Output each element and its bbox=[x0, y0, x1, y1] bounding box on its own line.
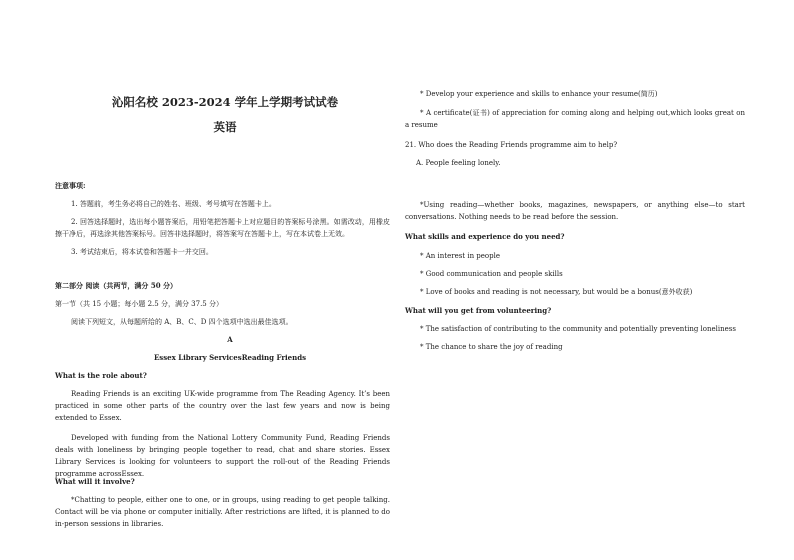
get-item-1: * The satisfaction of contributing to the community and potentially preventing loneliness bbox=[420, 325, 736, 333]
part2-heading: 第二部分 阅读（共两节，满分 50 分） bbox=[55, 281, 178, 290]
exam-subject: 英语 bbox=[213, 120, 237, 134]
get-heading: What will you get from volunteering? bbox=[405, 306, 552, 315]
get-item-2: * The chance to share the joy of reading bbox=[420, 343, 563, 351]
passage-letter: A bbox=[227, 335, 233, 344]
instruction-text: 阅读下列短文，从每题所给的 A、B、C、D 四个选项中选出最佳选项。 bbox=[71, 318, 293, 326]
skill-item-1: * An interest in people bbox=[420, 252, 501, 260]
passage-title: Essex Library ServicesReading Friends bbox=[153, 353, 307, 362]
involve-paragraph-1: *Chatting to people, either one to one, or in groups, using reading to get people talking. Contact will be via phone or computer initially. After restrictions are lifted, it is planned to do in-person sessions in libraries. bbox=[55, 496, 390, 528]
skill-item-3: * Love of books and reading is not necessary, but would be a bonus(意外收获) bbox=[420, 288, 693, 296]
role-paragraph-1: Reading Friends is an exciting UK-wide programme from The Reading Agency. It’s been practiced in some other parts of the country over the last few years and now is being extended to Essex. bbox=[55, 390, 390, 422]
skills-heading: What skills and experience do you need? bbox=[405, 232, 565, 241]
section1-heading: 第一节（共 15 小题；每小题 2.5 分，满分 37.5 分） bbox=[55, 300, 223, 308]
involve-heading: What will it involve? bbox=[55, 477, 135, 486]
develop-bullet: * Develop your experience and skills to enhance your resume(简历) bbox=[420, 90, 658, 98]
note-item-3: 3. 考试结束后，将本试卷和答题卡一并交回。 bbox=[71, 248, 213, 256]
question-21-option-a: A. People feeling lonely. bbox=[416, 159, 501, 167]
notes-list bbox=[55, 198, 390, 258]
role-heading: What is the role about? bbox=[55, 371, 147, 380]
role-paragraph-2: Developed with funding from the National Lottery Community Fund, Reading Friends deals with loneliness by bringing people together to read, chat and share stories. Essex Library Services is looking for volunteers to support the roll-out of the Reading Friends programme acrossEssex. bbox=[55, 434, 390, 478]
skill-item-2: * Good communication and people skills bbox=[420, 270, 563, 278]
notes-heading: 注意事项: bbox=[55, 181, 86, 190]
question-21: 21. Who does the Reading Friends programme aim to help? bbox=[405, 141, 618, 149]
using-reading-bullet: *Using reading—whether books, magazines, newspapers, or anything else—to start conversations. Nothing needs to be read before the session. bbox=[405, 201, 745, 221]
note-item-2: 2. 回答选择题时，选出每小题答案后，用铅笔把答题卡上对应题目的答案标号涂黑。如需改动，用橡皮擦干净后，再选涂其他答案标号。回答非选择题时，将答案写在答题卡上，写在本试卷上无效。 bbox=[55, 218, 390, 238]
certificate-bullet: * A certificate(证书) of appreciation for coming along and helping out,which looks great on a resume bbox=[405, 109, 745, 129]
exam-title: 沁阳名校 2023-2024 学年上学期考试试卷 bbox=[111, 95, 339, 109]
note-item-1: 1. 答题前，考生务必将自己的姓名、班级、考号填写在答题卡上。 bbox=[71, 200, 276, 208]
